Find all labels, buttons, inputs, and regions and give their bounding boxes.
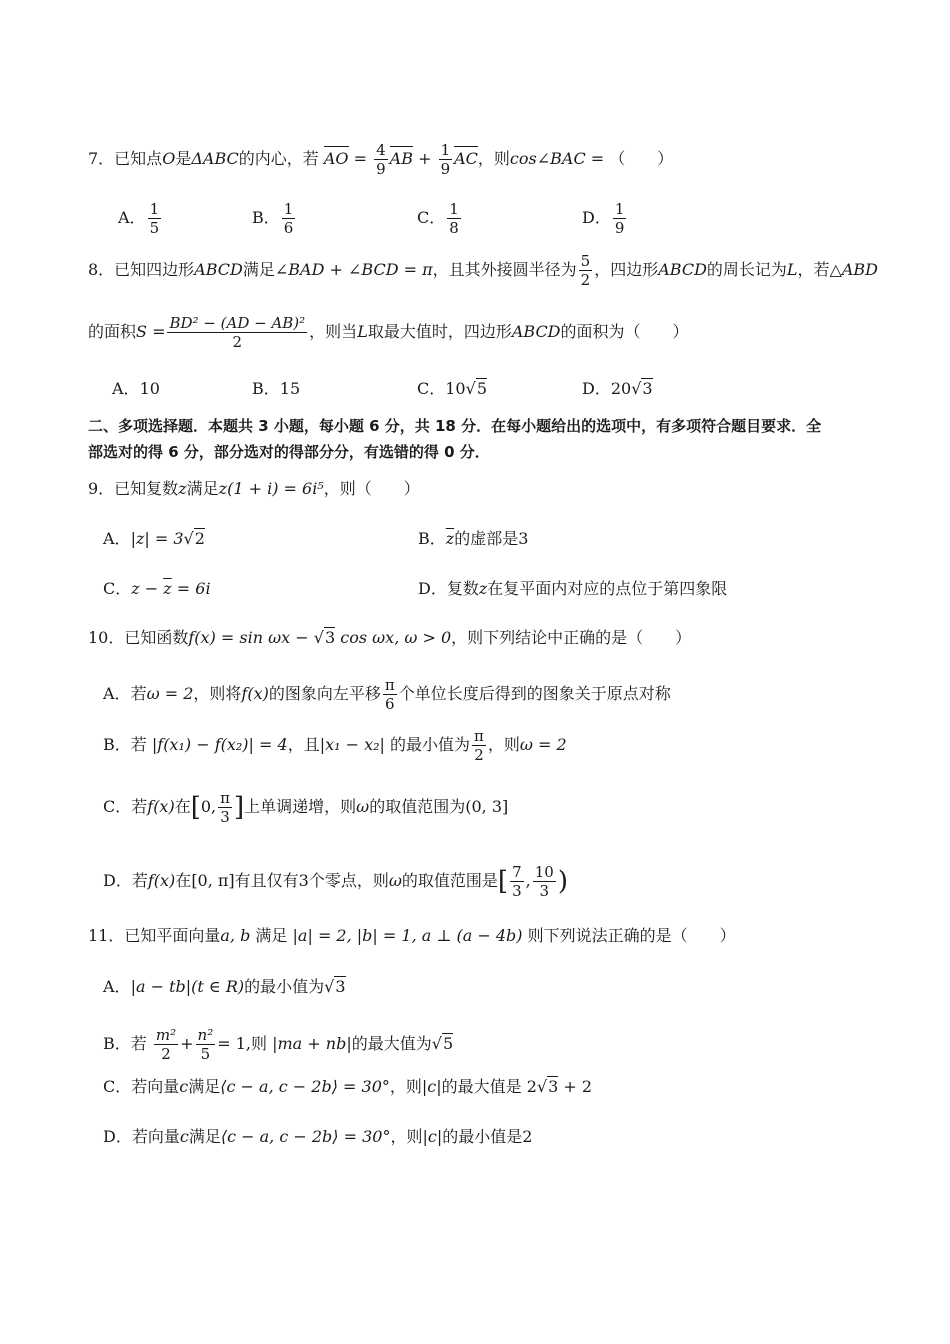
option-fraction: [196, 1026, 216, 1063]
q10-text: ，则下列结论中正确的是（ ）: [451, 628, 692, 647]
option-expr: ⟨c − a, c − 2b⟩ = 30°: [220, 1127, 391, 1146]
option-fraction: [282, 200, 296, 237]
section-header-line1: 二、多项选择题．本题共 3 小题，每小题 6 分，共 18 分．在每小题给出的选项中，有多项符合题目要求．全: [88, 417, 822, 435]
frac-den: 9: [614, 219, 625, 237]
option-text: 若: [130, 735, 147, 754]
frac-den: 5: [149, 219, 160, 237]
option-label: D．: [582, 208, 611, 227]
q8-stem-line2: [88, 314, 689, 351]
option-expr: f(x): [241, 684, 269, 703]
option-text: 的最小值为: [390, 735, 471, 754]
option-expr: f(x): [147, 871, 176, 890]
q10-radicand: 3: [324, 628, 336, 647]
q8-text: ，四边形: [594, 260, 659, 279]
option-label: C．: [103, 1077, 132, 1096]
q11-option-c: C．若向量c满足⟨c − a, c − 2b⟩ = 30°，则|c|的最大值是 2√3 + 2: [103, 1077, 593, 1096]
q10-function: f(x) = sin ωx −: [188, 628, 314, 647]
q11-option-a: A．|a − tb|(t ∈ R)的最小值为√3: [103, 977, 346, 996]
option-text: 若: [130, 1034, 147, 1053]
frac-num: m²: [155, 1026, 177, 1044]
frac-num: 1: [440, 141, 451, 159]
option-expr: = 6i: [171, 579, 211, 598]
q7-text: 7．已知点: [88, 149, 163, 168]
option-label: C．: [103, 579, 132, 598]
option-text: 的最小值是2: [442, 1127, 533, 1146]
q7-triangle: ΔABC: [191, 149, 239, 168]
option-text: 若: [131, 871, 148, 890]
option-label: A．: [118, 208, 146, 227]
q7-text: 的内心，若: [238, 149, 319, 168]
option-label: A．: [112, 379, 140, 398]
q8-text: ，则当: [309, 322, 358, 341]
frac-den: 3: [539, 882, 550, 900]
q9-option-d: [418, 578, 727, 600]
q8-text: ，若: [797, 260, 830, 279]
option-label: B．: [103, 1034, 131, 1053]
q7-fraction-4-9: [374, 141, 388, 178]
q9-equation: z(1 + i) = 6i⁵: [218, 479, 324, 498]
q10-text: 10．已知函数: [88, 628, 189, 647]
option-text: 若: [131, 797, 148, 816]
q7-text: ，则: [477, 149, 510, 168]
option-label: D．: [418, 579, 447, 598]
frac-den: 9: [376, 160, 386, 178]
option-label: D．: [103, 871, 132, 890]
q8-option-d: D．20√3: [582, 379, 653, 398]
q7-option-d: [582, 200, 628, 237]
option-fraction: [148, 200, 162, 237]
q9-text: 9．已知复数: [88, 479, 179, 498]
option-label: A．: [103, 977, 131, 996]
q8-quad: ABCD: [511, 322, 561, 341]
q11-option-b: B．若 $\frac{\text{m²}}{2}$ + $\frac{\text{n²}}{5}$ = 1,则 |ma + nb|的最大值为√5: [103, 1026, 454, 1063]
frac-den: 3: [512, 882, 522, 900]
frac-num: π: [474, 727, 484, 745]
option-text: ，则: [389, 1077, 422, 1096]
q10-option-c: [103, 789, 508, 826]
option-expr: 0,: [200, 797, 217, 816]
option-text: 上单调递增，则: [244, 797, 357, 816]
q8-quad: ABCD: [194, 260, 243, 279]
option-text: 的最大值为: [351, 1034, 432, 1053]
q8-perimeter-l: L: [786, 260, 798, 279]
frac-num: 4: [376, 141, 386, 159]
option-text: 则: [250, 1034, 267, 1053]
q8-quad: ABCD: [658, 260, 707, 279]
option-radicand: 3: [335, 977, 346, 996]
option-expr: + 2: [558, 1077, 593, 1096]
option-expr: |ma + nb|: [272, 1034, 352, 1053]
option-fraction: [383, 676, 397, 713]
q7-vector-ao: AO: [323, 149, 349, 168]
q8-option-b: [252, 378, 300, 400]
option-expr: = 1,: [217, 1034, 251, 1053]
option-label: D．: [582, 379, 611, 398]
option-expr: |f(x₁) − f(x₂)| = 4: [151, 735, 288, 754]
q8-area-fraction: [167, 314, 307, 351]
option-label: A．: [103, 684, 131, 703]
option-label: C．: [103, 797, 132, 816]
option-conjugate: $\overline{z}$: [445, 529, 455, 548]
option-text: 满足: [188, 1127, 221, 1146]
q9-text: 满足: [186, 479, 219, 498]
option-radicand: 5: [442, 1034, 454, 1053]
option-vector-c: c: [179, 1127, 189, 1146]
q11-option-d: [103, 1126, 532, 1148]
q8-text: 取最大值时，四边形: [367, 322, 512, 341]
q8-triangle: △ABD: [829, 260, 879, 279]
frac-num: π: [384, 676, 395, 694]
frac-num: 10: [534, 863, 554, 881]
q10-function: cos ωx, ω > 0: [335, 628, 452, 647]
frac-den: 5: [200, 1045, 211, 1063]
frac-den: 2: [580, 271, 591, 289]
q11-vectors: a, b: [220, 926, 251, 945]
frac-den: 6: [385, 695, 395, 713]
option-fraction: [472, 727, 486, 764]
q8-text: 满足: [242, 260, 275, 279]
q7-fraction-1-9: [439, 141, 453, 178]
option-expr: |c|: [422, 1127, 443, 1146]
q8-option-a: [112, 378, 160, 400]
q8-angle-sum: ∠BAD + ∠BCD = π: [274, 260, 433, 279]
option-fraction: [510, 863, 524, 900]
option-value: 10: [445, 379, 466, 398]
option-radicand: 3: [548, 1077, 559, 1096]
option-text: 的取值范围为: [369, 797, 466, 816]
q9-option-a: A．|z| = 3√2: [103, 529, 205, 548]
option-label: B．: [252, 379, 280, 398]
option-expr: (0, 3]: [465, 797, 509, 816]
option-expr: ω: [388, 871, 402, 890]
option-expr: |a − tb|(t ∈ R): [130, 977, 245, 996]
option-text: ，则: [487, 735, 520, 754]
option-text: 的最小值为: [244, 977, 325, 996]
q8-text: 的周长记为: [706, 260, 787, 279]
frac-num: 1: [614, 200, 625, 218]
option-expr: z −: [131, 579, 164, 598]
q9-option-b: [418, 528, 528, 550]
q10-option-b: [103, 727, 567, 764]
option-expr: [0, π]: [191, 871, 235, 890]
option-text: 若向量: [131, 1077, 180, 1096]
option-text: 的取值范围是: [401, 871, 498, 890]
option-radicand: 2: [194, 529, 205, 548]
option-expr: ω = 2: [146, 684, 194, 703]
option-fraction: [154, 1026, 178, 1063]
option-value: 15: [279, 379, 301, 398]
option-expr: |x₁ − x₂|: [319, 735, 385, 754]
frac-den: 6: [283, 219, 294, 237]
option-fraction: [218, 789, 232, 826]
q7-equals: =: [353, 149, 368, 168]
q7-option-b: [252, 200, 297, 237]
q11-condition: |a| = 2, |b| = 1, a ⊥ (a − 4b): [292, 926, 523, 945]
option-label: A．: [103, 529, 131, 548]
frac-den: 2: [161, 1045, 171, 1063]
q7-stem: [88, 141, 673, 178]
frac-num: n²: [197, 1026, 214, 1044]
option-bracket: ]: [234, 792, 245, 823]
frac-den: 2: [474, 746, 484, 764]
q11-text: 11．已知平面向量: [88, 926, 221, 945]
q7-plus: +: [418, 149, 432, 168]
option-expr: ω: [356, 797, 370, 816]
option-text: ，且: [287, 735, 320, 754]
frac-num: 1: [283, 200, 294, 218]
q11-text: 则下列说法正确的是（ ）: [527, 926, 736, 945]
q8-text: 的面积: [88, 322, 137, 341]
option-label: D．: [103, 1127, 132, 1146]
q10-option-a: [103, 676, 671, 713]
option-expr: ⟨c − a, c − 2b⟩ = 30°: [220, 1077, 390, 1096]
q8-s-equals: S =: [136, 322, 166, 341]
q11-stem: [88, 925, 736, 947]
q7-cos-expr: cos∠BAC =: [509, 149, 605, 168]
section-header-line2: 部选对的得 6 分，部分选对的得部分分，有选错的得 0 分．: [88, 443, 490, 461]
q8-radius-fraction: [579, 252, 593, 289]
option-text: 的图象向左平移: [268, 684, 381, 703]
option-text: 的虚部是3: [454, 529, 529, 548]
option-text: ，则将: [193, 684, 242, 703]
q7-vector-ac: AC: [454, 149, 478, 168]
q8-option-c: C．10√5: [417, 379, 487, 398]
option-text: 在: [174, 797, 191, 816]
option-expr: |c|: [421, 1077, 442, 1096]
q9-stem: [88, 478, 420, 500]
frac-den: 2: [232, 333, 243, 351]
q9-z: z: [178, 479, 187, 498]
option-text: 在复平面内对应的点位于第四象限: [487, 579, 728, 598]
option-expr: ω = 2: [519, 735, 567, 754]
option-vector-c: c: [179, 1077, 189, 1096]
option-value: 10: [139, 379, 160, 398]
q7-text: 是: [175, 149, 192, 168]
option-fraction: [613, 200, 627, 237]
q9-text: ，则（ ）: [323, 479, 420, 498]
option-radicand: 3: [642, 379, 653, 398]
option-bracket: [: [190, 792, 201, 823]
option-text: ，则: [390, 1127, 423, 1146]
option-label: B．: [103, 735, 131, 754]
option-label: B．: [252, 208, 280, 227]
frac-num: 5: [580, 252, 591, 270]
frac-num: BD² − (AD − AB)²: [169, 314, 306, 332]
frac-den: 3: [220, 808, 230, 826]
option-expr: ,: [525, 871, 531, 890]
q9-option-c: [103, 578, 211, 600]
frac-den: 9: [440, 160, 451, 178]
q10-stem: 10．已知函数f(x) = sin ωx − √3 cos ωx, ω > 0，则下列结论中正确的是（ ）: [88, 628, 692, 647]
option-text: 在: [175, 871, 192, 890]
option-text: 若: [130, 684, 147, 703]
option-text: 个单位长度后得到的图象关于原点对称: [398, 684, 671, 703]
option-label: C．: [417, 379, 446, 398]
q7-vector-ab: AB: [389, 149, 413, 168]
q8-perimeter-l: L: [357, 322, 368, 341]
option-text: 复数: [446, 579, 479, 598]
option-text: 有且仅有3个零点，则: [234, 871, 389, 890]
option-radicand: 5: [476, 379, 487, 398]
q7-answer-blank: （ ）: [609, 149, 674, 168]
option-bracket: ): [557, 866, 568, 897]
option-fraction: [447, 200, 461, 237]
option-z: z: [478, 579, 488, 598]
q8-text: 8．已知四边形: [88, 260, 195, 279]
option-expr: +: [180, 1034, 194, 1053]
q8-stem-line1: [88, 252, 878, 289]
frac-num: π: [220, 789, 230, 807]
q7-option-c: [417, 200, 463, 237]
option-fraction: [533, 863, 556, 900]
option-conjugate: $\overline{z}$: [163, 579, 172, 598]
frac-num: 7: [512, 863, 522, 881]
q7-point-o: O: [162, 149, 176, 168]
option-value: 20: [610, 379, 632, 398]
q8-text: 的面积为（ ）: [560, 322, 689, 341]
q8-text: ，且其外接圆半径为: [432, 260, 577, 279]
option-text: 满足: [188, 1077, 221, 1096]
q7-option-a: [118, 200, 163, 237]
option-label: C．: [417, 208, 446, 227]
option-expr: |z| = 3: [130, 529, 184, 548]
frac-den: 8: [449, 219, 459, 237]
q11-text: 满足: [255, 926, 288, 945]
option-expr: 2: [526, 1077, 537, 1096]
option-bracket: [: [497, 866, 509, 897]
q10-option-d: [103, 863, 568, 900]
frac-num: 1: [149, 200, 160, 218]
option-text: 若向量: [131, 1127, 180, 1146]
option-label: B．: [418, 529, 446, 548]
frac-num: 1: [449, 200, 459, 218]
option-text: 的最大值是: [441, 1077, 522, 1096]
option-expr: f(x): [147, 797, 175, 816]
